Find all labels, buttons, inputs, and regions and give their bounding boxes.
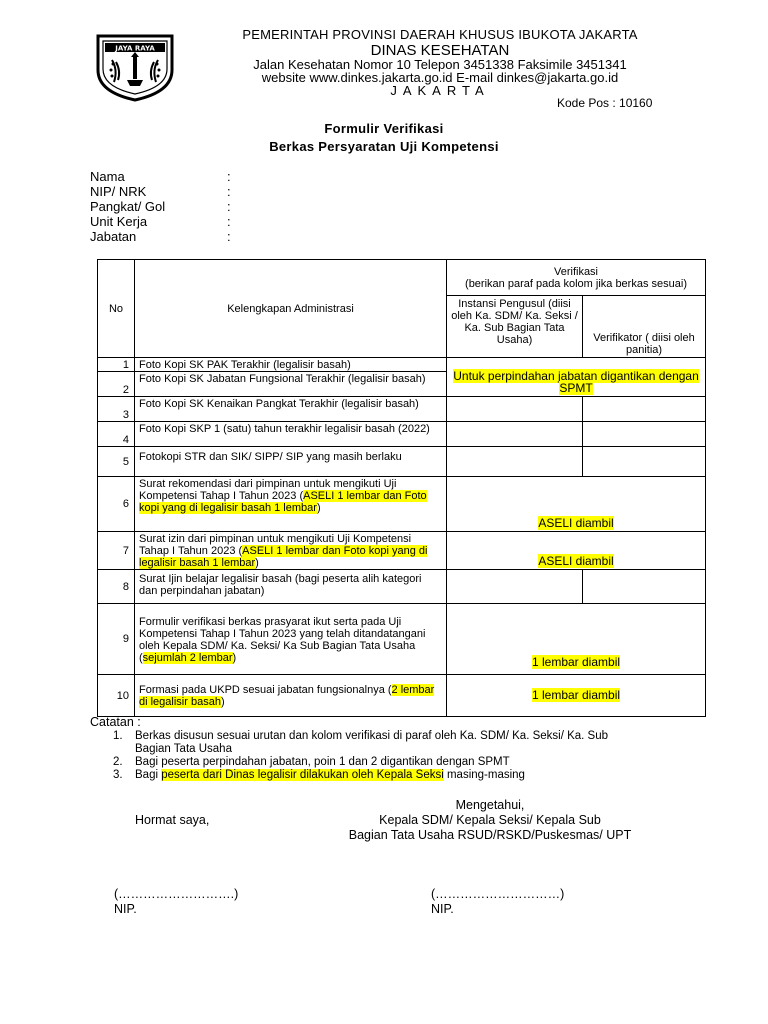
field-colon: : <box>227 229 231 244</box>
note-1-text: Berkas disusun sesuai urutan dan kolom verifikasi di paraf oleh Ka. SDM/ Ka. Seksi/ Ka. Sub <box>135 730 609 742</box>
row-description <box>135 675 447 717</box>
table-row <box>98 532 706 570</box>
instansi-cell[interactable] <box>447 570 583 604</box>
row-12-note <box>447 358 706 397</box>
note-1-text-cont: Bagian Tata Usaha <box>135 743 232 755</box>
header-address: Jalan Kesehatan Nomor 10 Telepon 3451338 Faksimile 3451341 <box>253 57 627 72</box>
signature-left-blank: (……………………….) <box>114 887 239 901</box>
header-no: No <box>98 260 135 358</box>
row-number: 7 <box>98 532 135 570</box>
row-number: 9 <box>98 604 135 675</box>
instansi-cell[interactable] <box>447 397 583 422</box>
row-description: Surat Ijin belajar legalisir basah (bagi peserta alih kategori dan perpindahan jabatan) <box>135 570 447 604</box>
note-number: 1. <box>113 730 123 742</box>
instansi-cell[interactable] <box>447 422 583 447</box>
row-number: 2 <box>98 372 135 397</box>
form-subtitle: Berkas Persyaratan Uji Kompetensi <box>269 139 499 154</box>
row-text: ) <box>232 651 237 664</box>
row-9-note <box>447 604 706 675</box>
jaya-raya-logo <box>94 30 176 102</box>
row-description <box>135 604 447 675</box>
table-row <box>98 397 706 422</box>
row-number: 6 <box>98 477 135 532</box>
field-label-nama: Nama <box>90 169 125 184</box>
note-text: masing-masing <box>443 769 525 781</box>
field-colon: : <box>227 169 231 184</box>
row-text: Surat rekomendasi dari pimpinan untuk mengikuti Uji Kompetensi Tahap I Tahun 2023 ( <box>139 478 397 502</box>
header-verifikasi-title: Verifikasi <box>553 265 599 278</box>
note-highlight: peserta dari Dinas legalisir dilakukan oleh Kepala Seksi <box>161 769 444 781</box>
row-description: Foto Kopi SK PAK Terakhir (legalisir basah) <box>135 358 447 372</box>
header-instansi-pengusul: Instansi Pengusul (diisi oleh Ka. SDM/ Ka. Seksi / Ka. Sub Bagian Tata Usaha) <box>447 296 583 358</box>
header-verifikasi-note: (berikan paraf pada kolom jika berkas sesuai) <box>465 277 687 290</box>
table-row <box>98 422 706 447</box>
header-contact: website www.dinkes.jakarta.go.id E-mail dinkes@jakarta.go.id <box>261 70 619 85</box>
row-number: 10 <box>98 675 135 717</box>
row-text: Surat izin dari pimpinan untuk mengikuti Uji Kompetensi Tahap I Tahun 2023 ( <box>139 533 412 557</box>
signature-hormat: Hormat saya, <box>135 813 210 827</box>
verification-table <box>97 259 706 717</box>
header-verifikasi <box>447 260 706 296</box>
signature-right-blank: (…………………………) <box>431 887 565 901</box>
verifikator-cell[interactable] <box>583 422 706 447</box>
row-highlight: ASELI 1 lembar dan Foto kopi yang di legalisir basah 1 lembar <box>139 490 427 514</box>
field-colon: : <box>227 184 231 199</box>
signature-nip-left: NIP. <box>114 902 137 916</box>
logo-text: JAYA RAYA <box>115 44 155 53</box>
row-number: 5 <box>98 447 135 477</box>
field-label-nip: NIP/ NRK <box>90 184 147 199</box>
form-title: Formulir Verifikasi <box>324 121 444 136</box>
signature-kepala-line2: Bagian Tata Usaha RSUD/RSKD/Puskesmas/ UPT <box>348 828 632 842</box>
row-10-note-text: 1 lembar diambil <box>531 687 621 702</box>
header-kelengkapan: Kelengkapan Administrasi <box>135 260 447 358</box>
note-2-text: Bagi peserta perpindahan jabatan, poin 1 dan 2 digantikan dengan SPMT <box>135 756 510 768</box>
row-description: Fotokopi STR dan SIK/ SIPP/ SIP yang masih berlaku <box>135 447 447 477</box>
notes-heading: Catatan : <box>90 715 141 729</box>
signature-kepala-line1: Kepala SDM/ Kepala Seksi/ Kepala Sub <box>379 813 601 827</box>
note-3-text <box>135 769 525 782</box>
field-label-pangkat: Pangkat/ Gol <box>90 199 166 214</box>
note-text: Bagi <box>135 769 162 781</box>
field-label-unit-kerja: Unit Kerja <box>90 214 148 229</box>
verifikator-cell[interactable] <box>583 447 706 477</box>
row-description: Foto Kopi SK Jabatan Fungsional Terakhir (legalisir basah) <box>135 372 447 397</box>
row-6-note <box>447 477 706 532</box>
header-city: JAKARTA <box>390 83 490 98</box>
header-agency: DINAS KESEHATAN <box>370 42 510 59</box>
row-number: 8 <box>98 570 135 604</box>
table-row <box>98 358 706 372</box>
verifikator-cell[interactable] <box>583 397 706 422</box>
row-6-note-text: ASELI diambil <box>538 516 614 530</box>
row-text: ) <box>316 502 321 514</box>
row-7-note <box>447 532 706 570</box>
row-text: ) <box>220 696 225 708</box>
row-number: 1 <box>98 358 135 372</box>
row-text: ) <box>255 557 259 569</box>
instansi-cell[interactable] <box>447 447 583 477</box>
field-colon: : <box>227 199 231 214</box>
field-colon: : <box>227 214 231 229</box>
row-10-note <box>447 675 706 717</box>
row-highlight: 2 lembar di legalisir basah <box>139 684 435 708</box>
signature-nip-right: NIP. <box>431 902 454 916</box>
row-9-note-text: 1 lembar diambil <box>531 655 621 669</box>
note-number: 3. <box>113 769 123 781</box>
row-highlight: sejumlah 2 lembar <box>142 651 233 664</box>
field-label-jabatan: Jabatan <box>90 229 137 244</box>
row-text: Formasi pada UKPD sesuai jabatan fungsionalnya ( <box>139 684 392 696</box>
table-row <box>98 604 706 675</box>
table-row <box>98 675 706 717</box>
verifikator-cell[interactable] <box>583 570 706 604</box>
row-description <box>135 477 447 532</box>
table-row <box>98 447 706 477</box>
header-verifikator: Verifikator ( diisi oleh panitia) <box>583 296 706 358</box>
header-government: PEMERINTAH PROVINSI DAERAH KHUSUS IBUKOTA JAKARTA <box>242 27 638 42</box>
table-row <box>98 477 706 532</box>
row-number: 3 <box>98 397 135 422</box>
row-description: Foto Kopi SK Kenaikan Pangkat Terakhir (legalisir basah) <box>135 397 447 422</box>
row-text: Formulir verifikasi berkas prasyarat ikut serta pada Uji Kompetensi Tahap I Tahun 2023 yang telah ditandatangani oleh Kepala SDM/ Ka. Seksi/ Ka Sub Bagian Tata Usaha ( <box>139 615 426 664</box>
signature-mengetahui: Mengetahui, <box>455 798 525 812</box>
row-number: 4 <box>98 422 135 447</box>
row-highlight: ASELI 1 lembar dan Foto kopi yang di legalisir basah 1 lembar <box>139 545 428 569</box>
row-12-note-text: Untuk perpindahan jabatan digantikan dengan SPMT <box>453 369 699 395</box>
row-description <box>135 532 447 570</box>
note-number: 2. <box>113 756 123 768</box>
row-description: Foto Kopi SKP 1 (satu) tahun terakhir legalisir basah (2022) <box>135 422 447 447</box>
header-postal-code: Kode Pos : 10160 <box>557 96 653 110</box>
row-7-note-text: ASELI diambil <box>538 554 614 568</box>
table-row <box>98 570 706 604</box>
